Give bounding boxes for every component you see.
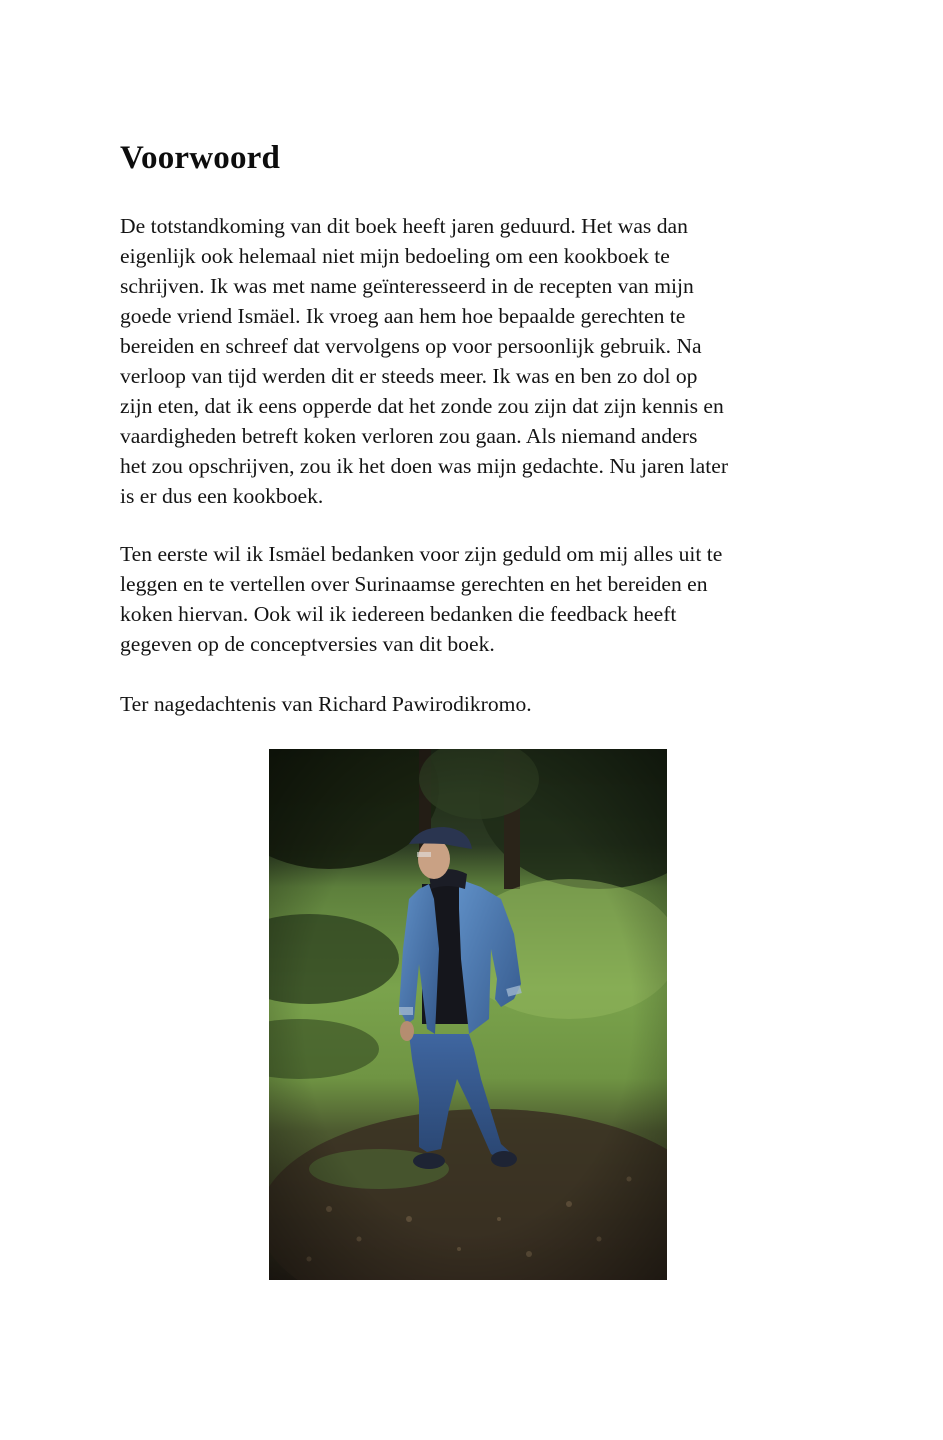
text-line: goede vriend Ismäel. Ik vroeg aan hem hoe bepaalde gerechten te — [120, 304, 686, 328]
text-line: is er dus een kookboek. — [120, 484, 324, 508]
text-line: het zou opschrijven, zou ik het doen was mijn gedachte. Nu jaren later — [120, 454, 729, 478]
page-title: Voorwoord — [120, 140, 281, 176]
paragraph-dedication — [120, 689, 820, 719]
text-line: verloop van tijd werden dit er steeds meer. Ik was en ben zo dol op — [120, 364, 698, 388]
text-line: schrijven. Ik was met name geïnteresseerd in de recepten van mijn — [120, 274, 694, 298]
text-line: vaardigheden betreft koken verloren zou gaan. Als niemand anders — [120, 424, 698, 448]
text-line: koken hiervan. Ook wil ik iedereen bedanken die feedback heeft — [120, 602, 677, 626]
paragraph-intro — [120, 211, 820, 511]
portrait-photo — [269, 749, 667, 1280]
text-line: gegeven op de conceptversies van dit boek. — [120, 632, 495, 656]
text-line: leggen en te vertellen over Surinaamse gerechten en het bereiden en — [120, 572, 708, 596]
text-line: bereiden en schreef dat vervolgens op voor persoonlijk gebruik. Na — [120, 334, 702, 358]
paragraph-acknowledgements — [120, 539, 820, 659]
text-line: eigenlijk ook helemaal niet mijn bedoeling om een kookboek te — [120, 244, 670, 268]
photo-illustration — [269, 749, 667, 1280]
text-line: Ter nagedachtenis van Richard Pawirodikromo. — [120, 692, 532, 716]
text-line: De totstandkoming van dit boek heeft jaren geduurd. Het was dan — [120, 214, 688, 238]
text-line: zijn eten, dat ik eens opperde dat het zonde zou zijn dat zijn kennis en — [120, 394, 724, 418]
text-line: Ten eerste wil ik Ismäel bedanken voor zijn geduld om mij alles uit te — [120, 542, 723, 566]
